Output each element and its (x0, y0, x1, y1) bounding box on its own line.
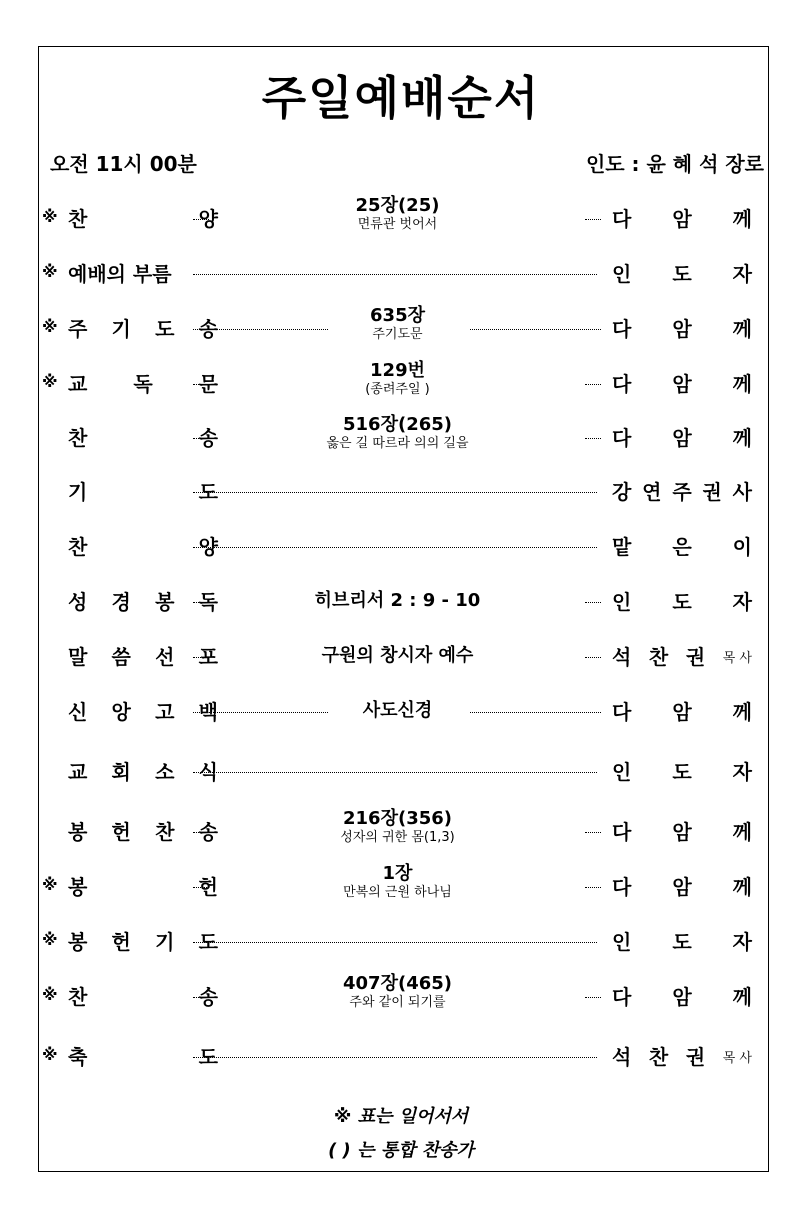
order-item-person: 인 도 자 (612, 262, 752, 286)
order-item-detail (210, 414, 585, 452)
hymn-number: 216장(356) (343, 808, 452, 829)
order-item-name: 예배의 부름 (68, 262, 172, 286)
order-item-name: 찬 송 (68, 985, 218, 1009)
order-item-person: 석 찬 권 목 사 (612, 645, 752, 669)
standing-mark: ※ (42, 1045, 58, 1064)
order-item-person: 다 암 께 (612, 985, 752, 1009)
order-item (40, 1033, 767, 1079)
order-item-name: 찬 양 (68, 535, 218, 559)
order-item (40, 973, 767, 1019)
order-item-name: 찬 송 (68, 426, 218, 450)
order-item-person: 인 도 자 (612, 760, 752, 784)
order-item-detail (210, 633, 585, 679)
standing-mark: ※ (42, 985, 58, 1004)
dotted-leader (193, 274, 597, 275)
order-item-name: 축 도 (68, 1045, 218, 1069)
order-item-person: 다 암 께 (612, 207, 752, 231)
standing-mark: ※ (42, 875, 58, 894)
order-item-name: 찬 양 (68, 207, 218, 231)
detail-text: 구원의 창시자 예수 (321, 645, 474, 666)
dotted-leader (585, 384, 601, 385)
order-item-person: 인 도 자 (612, 590, 752, 614)
page-title: 주일예배순서 (261, 71, 541, 125)
order-item-name: 봉 헌 찬 송 (68, 820, 218, 844)
dotted-leader (585, 602, 601, 603)
order-item-name: 성 경 봉 독 (68, 590, 218, 614)
order-item-name: 봉 헌 (68, 875, 218, 899)
order-item-person: 다 암 께 (612, 317, 752, 341)
dotted-leader (585, 438, 601, 439)
order-item-person: 다 암 께 (612, 820, 752, 844)
hymn-number: 407장(465) (343, 973, 452, 994)
hymn-number: 635장 (370, 305, 425, 326)
order-item-person: 다 암 께 (612, 372, 752, 396)
dotted-leader (585, 887, 601, 888)
order-item (40, 688, 767, 734)
order-item-person: 석 찬 권 목 사 (612, 1045, 752, 1069)
hymn-title: 주기도문 (372, 327, 423, 342)
order-item-detail (210, 195, 585, 233)
order-item (40, 633, 767, 679)
hymn-number: 129번 (370, 360, 425, 381)
order-item-detail (210, 688, 585, 734)
dotted-leader (193, 438, 209, 439)
dotted-leader (193, 772, 597, 773)
order-item (40, 250, 767, 296)
hymn-title: 성자의 귀한 몸(1,3) (340, 830, 455, 845)
order-item-person: 다 암 께 (612, 700, 752, 724)
order-item-person: 강 연 주 권 사 (612, 480, 752, 504)
dotted-leader (193, 384, 209, 385)
footer-note-hymnal: ( ) 는 통합 찬송가 (328, 1140, 474, 1161)
service-leader: 인도 : 윤 혜 석 장로 (585, 152, 764, 176)
order-item-name: 신 앙 고 백 (68, 700, 218, 724)
order-item-name: 주 기 도 송 (68, 317, 218, 341)
order-item-name: 봉 헌 기 도 (68, 930, 218, 954)
dotted-leader (193, 219, 209, 220)
dotted-leader (193, 492, 597, 493)
order-item (40, 468, 767, 514)
hymn-number: 516장(265) (343, 414, 452, 435)
order-item-detail (210, 808, 585, 846)
order-item-name: 교 회 소 식 (68, 760, 218, 784)
dotted-leader (193, 602, 209, 603)
standing-mark: ※ (42, 207, 58, 226)
hymn-title: 옳은 길 따르라 의의 길을 (326, 436, 469, 451)
dotted-leader (193, 997, 209, 998)
order-item-person: 인 도 자 (612, 930, 752, 954)
detail-text: 사도신경 (362, 700, 433, 721)
order-item (40, 305, 767, 351)
hymn-title: (종려주일 ) (365, 382, 430, 397)
service-time: 오전 11시 00분 (50, 152, 197, 176)
dotted-leader (585, 832, 601, 833)
order-item (40, 748, 767, 794)
order-item (40, 578, 767, 624)
order-item (40, 360, 767, 406)
order-item-detail (210, 360, 585, 398)
hymn-number: 1장 (382, 863, 413, 884)
order-item-person: 다 암 께 (612, 426, 752, 450)
order-item-detail (210, 863, 585, 901)
dotted-leader (585, 997, 601, 998)
hymn-number: 25장(25) (355, 195, 440, 216)
order-item (40, 523, 767, 569)
order-item-name: 말 씀 선 포 (68, 645, 218, 669)
order-item-detail (210, 973, 585, 1011)
order-item-person: 다 암 께 (612, 875, 752, 899)
detail-text: 히브리서 2 : 9 - 10 (314, 590, 481, 611)
order-item (40, 195, 767, 241)
standing-mark: ※ (42, 930, 58, 949)
dotted-leader (193, 887, 209, 888)
order-item (40, 918, 767, 964)
order-item-detail (210, 305, 585, 343)
dotted-leader (193, 547, 597, 548)
order-item-person: 맡 은 이 (612, 535, 752, 559)
footer-note-standing: ※ 표는 일어서서 (333, 1106, 469, 1127)
dotted-leader (193, 942, 597, 943)
dotted-leader (193, 832, 209, 833)
order-item-name: 기 도 (68, 480, 218, 504)
order-item (40, 863, 767, 909)
order-item-name: 교 독 문 (68, 372, 218, 396)
standing-mark: ※ (42, 372, 58, 391)
standing-mark: ※ (42, 262, 58, 281)
dotted-leader (193, 657, 209, 658)
hymn-title: 면류관 벗어서 (357, 217, 438, 232)
hymn-title: 주와 같이 되기를 (349, 995, 446, 1010)
order-item (40, 808, 767, 854)
dotted-leader (585, 657, 601, 658)
dotted-leader (585, 219, 601, 220)
standing-mark: ※ (42, 317, 58, 336)
dotted-leader (193, 1057, 597, 1058)
order-item (40, 414, 767, 460)
order-item-detail (210, 578, 585, 624)
hymn-title: 만복의 근원 하나님 (343, 885, 452, 900)
